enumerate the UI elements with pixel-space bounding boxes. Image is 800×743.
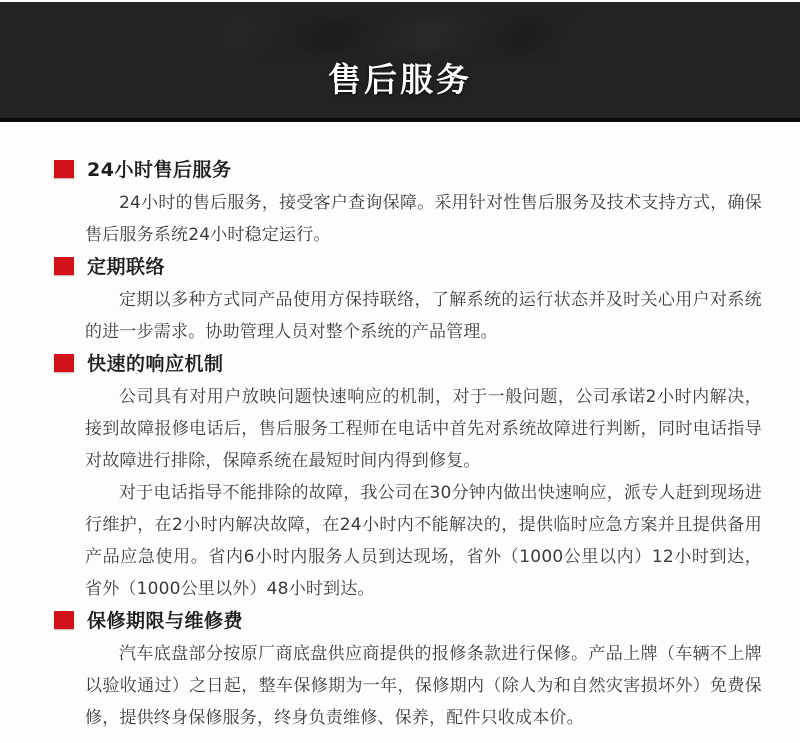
section-paragraphs bbox=[85, 381, 762, 605]
section-heading-text: 快速的响应机制 bbox=[87, 353, 224, 375]
paragraph: 公司具有对用户放映问题快速响应的机制，对于一般问题，公司承诺2小时内解决，接到故障报修电话后，售后服务工程师在电话中首先对系统故障进行判断，同时电话指导对故障进行排除，保障系统在最短时间内得到修复。 bbox=[85, 387, 762, 471]
section-heading bbox=[54, 351, 762, 374]
service-section bbox=[54, 157, 762, 251]
banner bbox=[0, 2, 800, 122]
service-section bbox=[54, 608, 762, 734]
section-heading bbox=[54, 157, 762, 180]
page-title: 售后服务 bbox=[328, 60, 472, 99]
section-paragraphs bbox=[85, 638, 762, 734]
paragraph: 24小时的售后服务，接受客户查询保障。采用针对性售后服务及技术支持方式，确保售后服务系统24小时稳定运行。 bbox=[85, 193, 762, 245]
watermark-smudge bbox=[221, 18, 599, 52]
paragraph: 对于电话指导不能排除的故障，我公司在30分钟内做出快速响应，派专人赶到现场进行维护，在2小时内解决故障，在24小时内不能解决的，提供临时应急方案并且提供备用产品应急使用。省内6小时内服务人员到达现场，省外（1000公里以内）12小时到达，省外（1000公里以外）48小时到达。 bbox=[85, 483, 762, 599]
section-heading-text: 24小时售后服务 bbox=[87, 159, 232, 181]
section-heading bbox=[54, 608, 762, 631]
section-paragraphs bbox=[85, 284, 762, 348]
service-section bbox=[54, 351, 762, 605]
paragraph: 定期以多种方式同产品使用方保持联络，了解系统的运行状态并及时关心用户对系统的进一步需求。协助管理人员对整个系统的产品管理。 bbox=[85, 290, 762, 342]
red-square-bullet-icon bbox=[54, 354, 74, 372]
section-heading-text: 保修期限与维修费 bbox=[87, 610, 244, 632]
section-heading-text: 定期联络 bbox=[87, 256, 166, 278]
service-section bbox=[54, 254, 762, 348]
red-square-bullet-icon bbox=[54, 160, 74, 178]
content bbox=[0, 122, 800, 734]
section-heading bbox=[54, 254, 762, 277]
section-paragraphs bbox=[85, 187, 762, 251]
red-square-bullet-icon bbox=[54, 611, 74, 629]
after-sales-service-page bbox=[0, 2, 800, 743]
paragraph: 汽车底盘部分按原厂商底盘供应商提供的报修条款进行保修。产品上牌（车辆不上牌以验收通过）之日起，整车保修期为一年，保修期内（除人为和自然灾害损坏外）免费保修，提供终身保修服务，终身负责维修、保养，配件只收成本价。 bbox=[85, 644, 762, 728]
red-square-bullet-icon bbox=[54, 257, 74, 275]
